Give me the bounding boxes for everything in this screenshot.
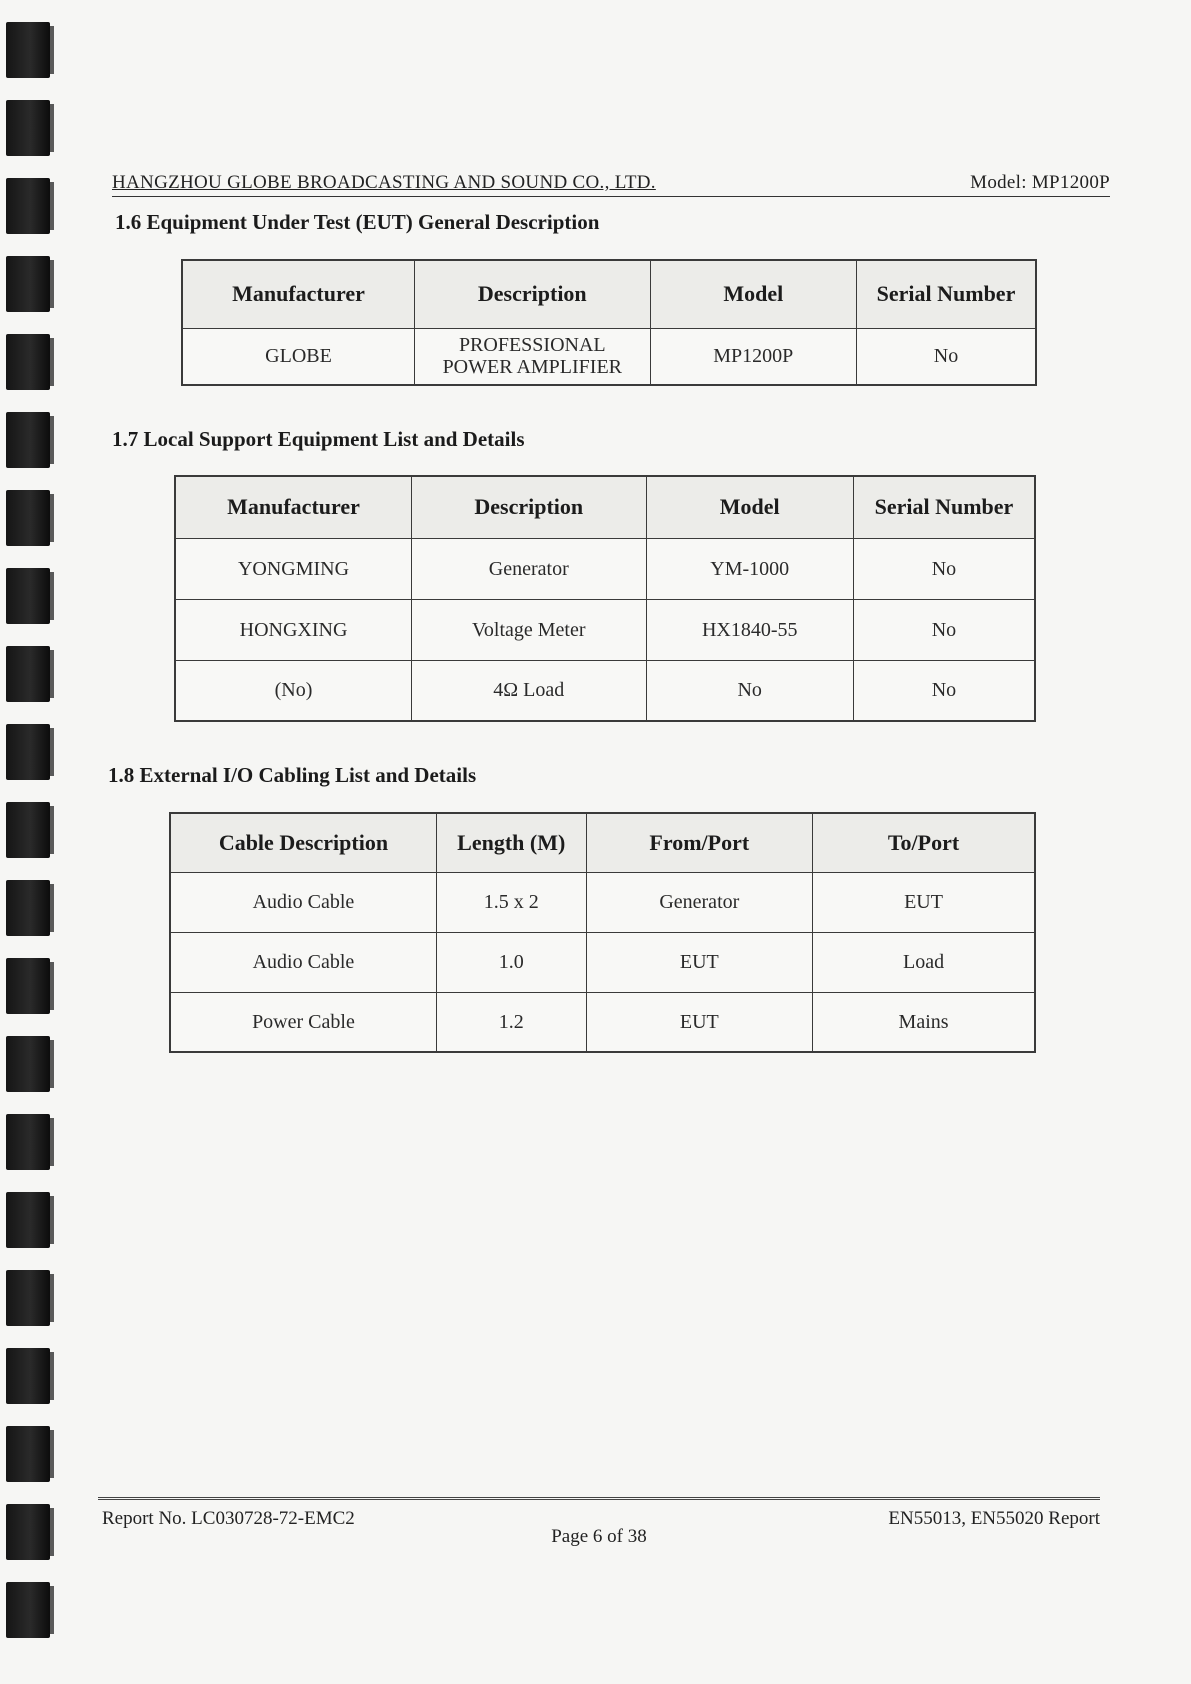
- column-header: Model: [646, 476, 853, 538]
- table-cell: 1.5 x 2: [436, 872, 586, 932]
- binding-hole: [6, 1348, 50, 1404]
- binding-hole: [6, 412, 50, 468]
- binding-hole: [6, 22, 50, 78]
- binding-hole: [6, 100, 50, 156]
- table-cell: Generator: [412, 538, 646, 599]
- table-cell: No: [853, 660, 1035, 721]
- table-cell: Power Cable: [170, 992, 436, 1052]
- table-cell: 4Ω Load: [412, 660, 646, 721]
- table-header-row: [182, 260, 1036, 328]
- table-cell: EUT: [586, 992, 813, 1052]
- header-model: Model: MP1200P: [970, 172, 1110, 193]
- binding-hole: [6, 1270, 50, 1326]
- page-header: [112, 170, 1110, 197]
- report-number: Report No. LC030728-72-EMC2: [102, 1508, 355, 1529]
- binding-hole: [6, 490, 50, 546]
- table-cell: Load: [813, 932, 1035, 992]
- table-cell: MP1200P: [650, 328, 856, 385]
- binding-hole: [6, 724, 50, 780]
- table-cell: PROFESSIONAL POWER AMPLIFIER: [415, 328, 651, 385]
- column-header: Description: [415, 260, 651, 328]
- column-header: Description: [412, 476, 646, 538]
- column-header: To/Port: [813, 813, 1035, 872]
- report-type: EN55013, EN55020 Report: [888, 1508, 1100, 1529]
- table-cell: HONGXING: [175, 599, 412, 660]
- binding-hole: [6, 334, 50, 390]
- table-cell: Audio Cable: [170, 932, 436, 992]
- table-cell: EUT: [813, 872, 1035, 932]
- table-cell: Generator: [586, 872, 813, 932]
- table-row: [175, 538, 1035, 599]
- table-cell: EUT: [586, 932, 813, 992]
- binding-hole: [6, 1504, 50, 1560]
- binding-hole: [6, 880, 50, 936]
- column-header: Manufacturer: [182, 260, 415, 328]
- table-row: [170, 872, 1035, 932]
- column-header: From/Port: [586, 813, 813, 872]
- binding-hole: [6, 1114, 50, 1170]
- section-title-eut: 1.6 Equipment Under Test (EUT) General Description: [115, 210, 600, 234]
- table-cell: HX1840-55: [646, 599, 853, 660]
- table-cell: GLOBE: [182, 328, 415, 385]
- table-cell: YONGMING: [175, 538, 412, 599]
- table-cell: Mains: [813, 992, 1035, 1052]
- binding-hole: [6, 802, 50, 858]
- cabling-table: [169, 812, 1036, 1053]
- table-row: [182, 328, 1036, 385]
- binding-hole: [6, 958, 50, 1014]
- column-header: Manufacturer: [175, 476, 412, 538]
- table-cell: Voltage Meter: [412, 599, 646, 660]
- column-header: Model: [650, 260, 856, 328]
- spiral-binding: [0, 0, 60, 1684]
- table-cell: YM-1000: [646, 538, 853, 599]
- table-row: [175, 660, 1035, 721]
- column-header: Serial Number: [853, 476, 1035, 538]
- support-equipment-table: [174, 475, 1036, 722]
- table-cell: No: [856, 328, 1036, 385]
- section-title-support-equipment: 1.7 Local Support Equipment List and Details: [112, 427, 525, 451]
- binding-hole: [6, 646, 50, 702]
- table-cell: Audio Cable: [170, 872, 436, 932]
- table-row: [175, 599, 1035, 660]
- binding-hole: [6, 568, 50, 624]
- table-header-row: [175, 476, 1035, 538]
- table-row: [170, 992, 1035, 1052]
- table-row: [170, 932, 1035, 992]
- binding-hole: [6, 178, 50, 234]
- binding-hole: [6, 1192, 50, 1248]
- column-header: Length (M): [436, 813, 586, 872]
- page-number: Page 6 of 38: [551, 1526, 647, 1547]
- binding-hole: [6, 1426, 50, 1482]
- column-header: Cable Description: [170, 813, 436, 872]
- table-header-row: [170, 813, 1035, 872]
- table-cell: 1.2: [436, 992, 586, 1052]
- company-name: HANGZHOU GLOBE BROADCASTING AND SOUND CO., LTD.: [112, 172, 656, 193]
- table-cell: (No): [175, 660, 412, 721]
- binding-hole: [6, 1036, 50, 1092]
- table-cell: 1.0: [436, 932, 586, 992]
- eut-table: [181, 259, 1037, 386]
- binding-hole: [6, 1582, 50, 1638]
- table-cell: No: [853, 538, 1035, 599]
- table-cell: No: [646, 660, 853, 721]
- section-title-cabling: 1.8 External I/O Cabling List and Details: [108, 763, 477, 787]
- table-cell: No: [853, 599, 1035, 660]
- binding-hole: [6, 256, 50, 312]
- column-header: Serial Number: [856, 260, 1036, 328]
- page-footer: [98, 1497, 1100, 1550]
